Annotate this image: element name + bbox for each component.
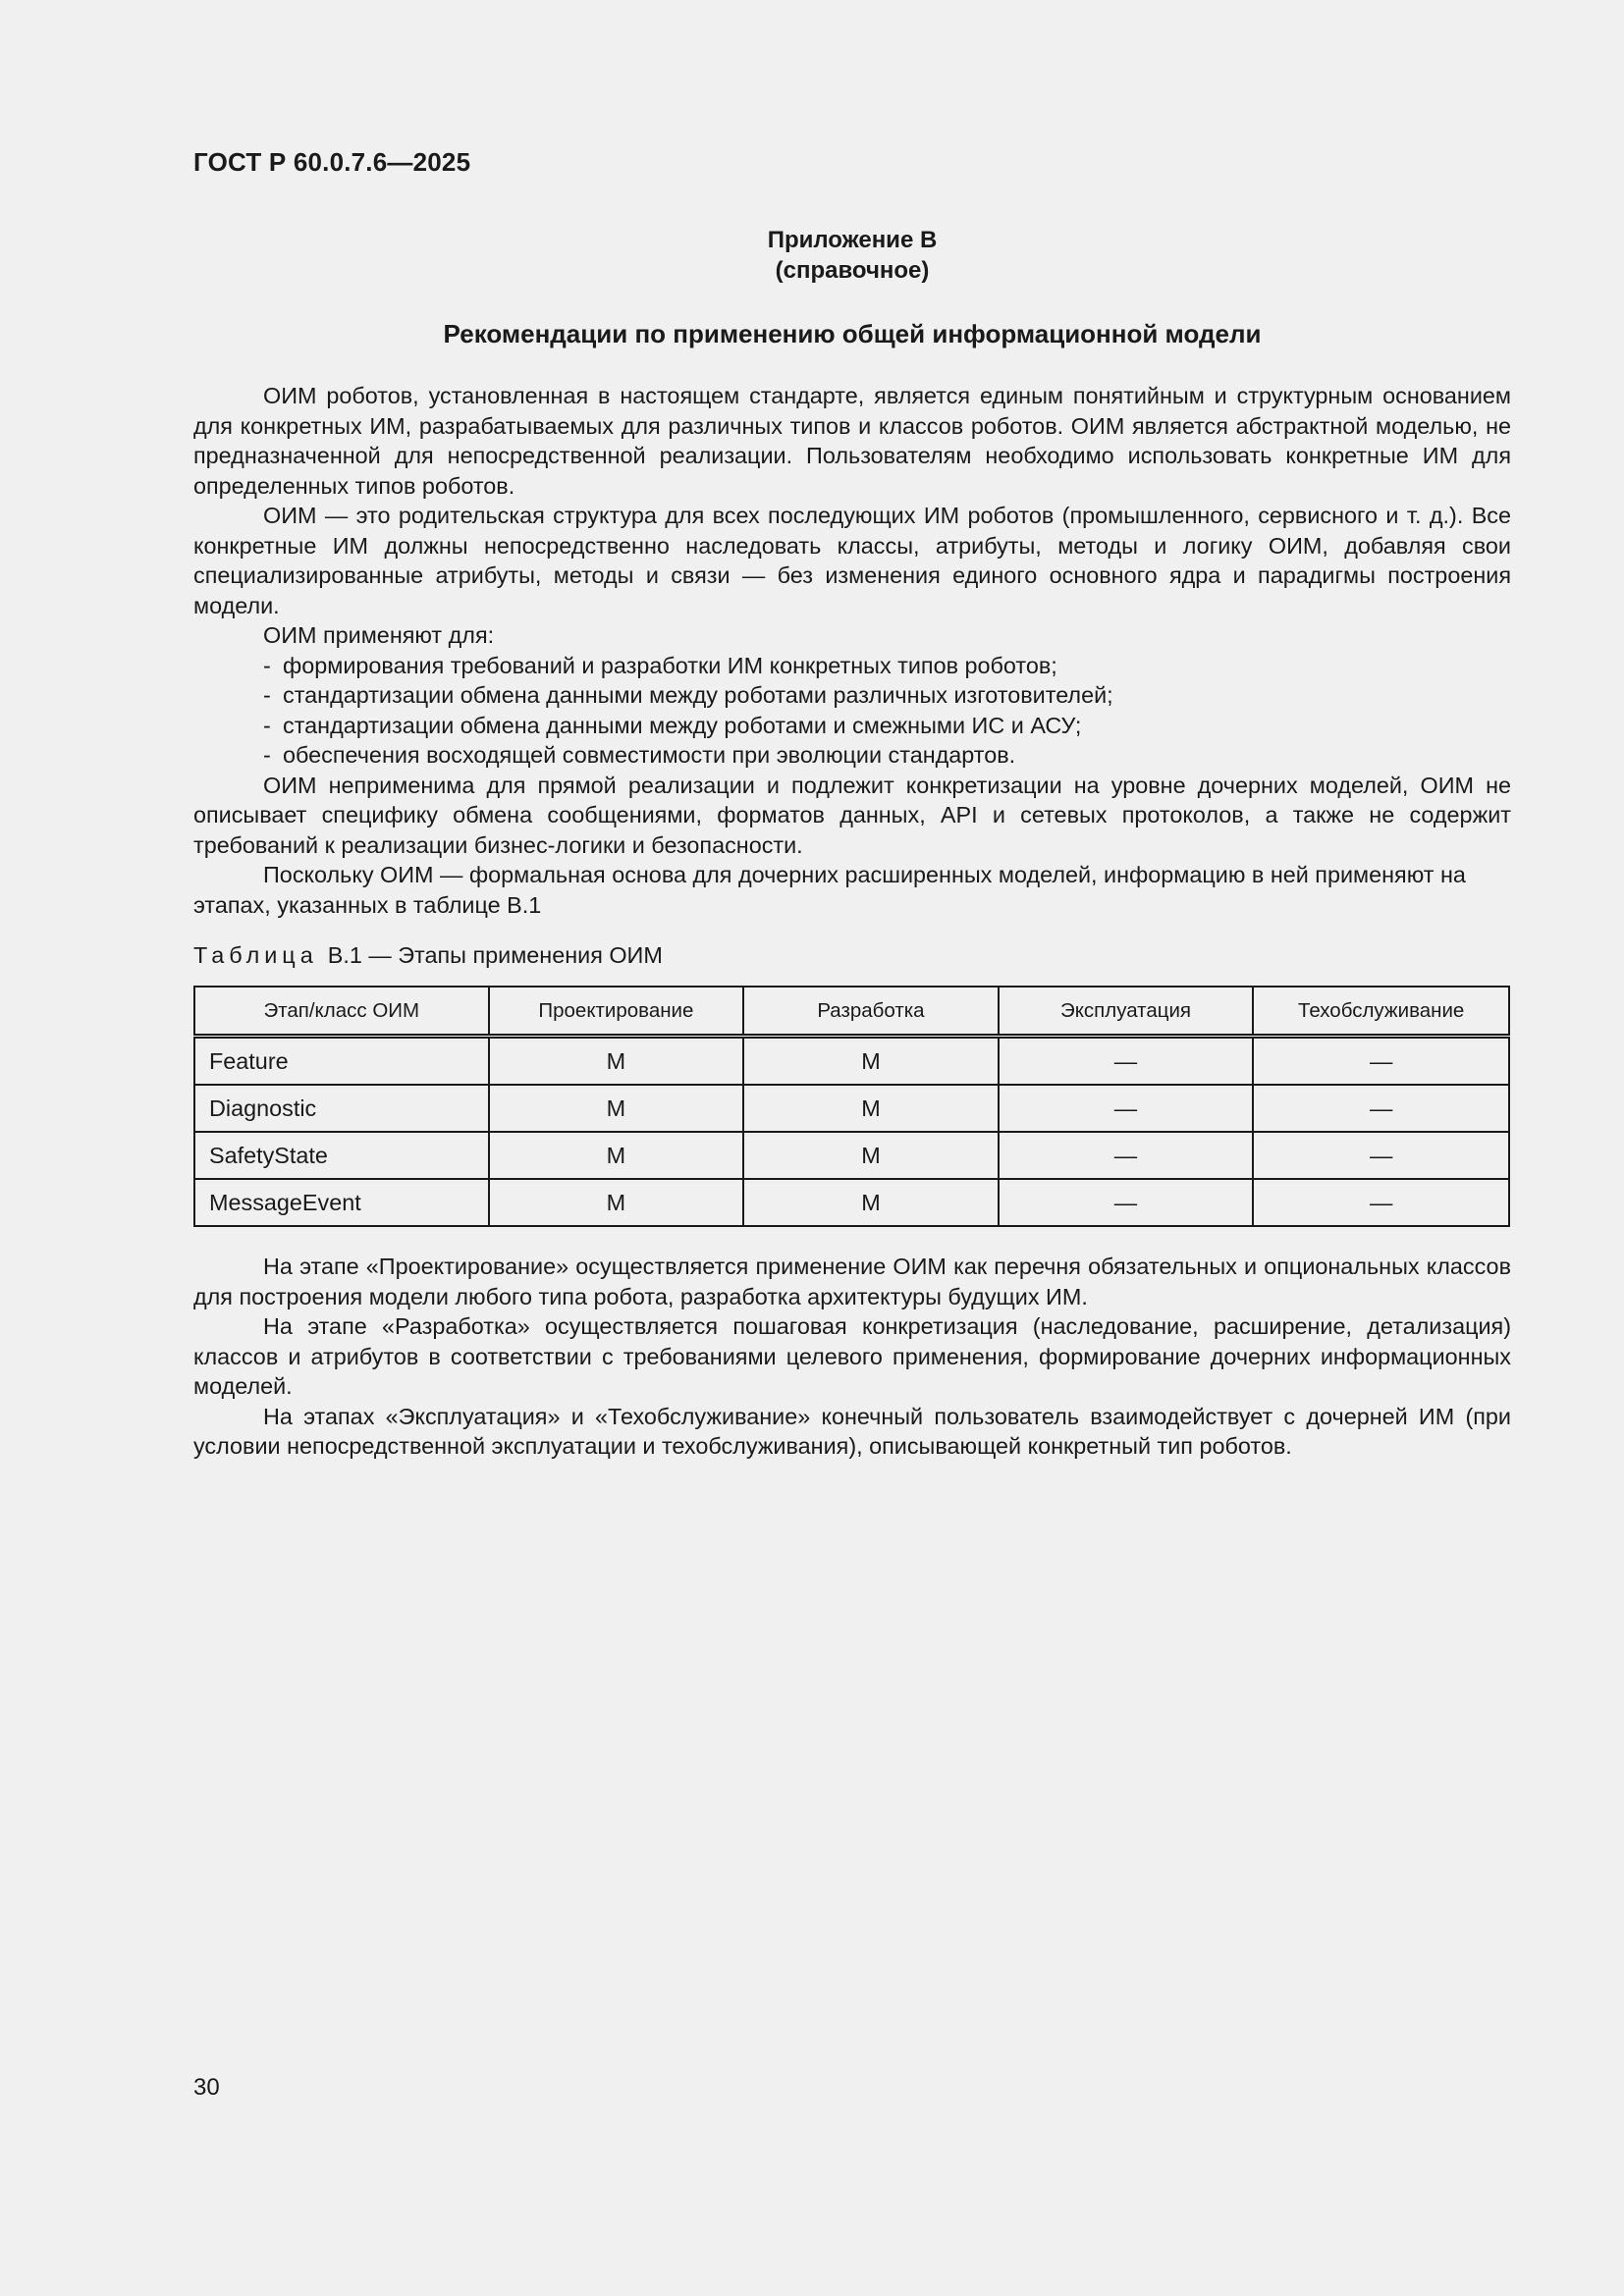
page-number: 30	[193, 2074, 220, 2101]
table-cell: Diagnostic	[194, 1085, 489, 1132]
usage-list	[193, 651, 1511, 771]
table-cell: —	[999, 1037, 1254, 1086]
list-dash: -	[263, 742, 271, 768]
table-cell: —	[999, 1179, 1254, 1226]
standard-code: ГОСТ Р 60.0.7.6—2025	[193, 147, 471, 177]
stages-description-section	[193, 1252, 1511, 1462]
annex-heading	[193, 225, 1511, 286]
table-cell: Feature	[194, 1037, 489, 1086]
table-cell: —	[1253, 1179, 1509, 1226]
table-caption-text: В.1 — Этапы применения ОИМ	[327, 942, 663, 968]
list-dash: -	[263, 652, 271, 678]
stages-table	[193, 986, 1510, 1227]
intro-paragraph-3: ОИМ применяют для:	[263, 622, 495, 648]
table-cell: М	[743, 1085, 998, 1132]
table-cell: М	[489, 1037, 744, 1086]
table-caption-word: Таблица	[193, 942, 318, 968]
list-item: - стандартизации обмена данными между роботами и смежными ИС и АСУ;	[263, 711, 1511, 741]
annex-title: Рекомендации по применению общей информационной модели	[443, 319, 1262, 348]
table-row	[194, 1132, 1509, 1179]
table-header-cell: Эксплуатация	[999, 987, 1254, 1037]
table-cell: М	[489, 1085, 744, 1132]
list-dash: -	[263, 712, 271, 738]
table-cell: М	[743, 1132, 998, 1179]
table-cell: —	[999, 1085, 1254, 1132]
stage-paragraph-2: На этапе «Разработка» осуществляется пошаговая конкретизация (наследование, расширение, детализация) классов и атрибутов в соответствии с требованиями целевого применения, формирование дочерних информационных моделей.	[193, 1313, 1511, 1399]
intro-section	[193, 381, 1511, 920]
table-cell: М	[743, 1037, 998, 1086]
table-header-cell: Разработка	[743, 987, 998, 1037]
stage-paragraph-3: На этапах «Эксплуатация» и «Техобслуживание» конечный пользователь взаимодействует с дочерней ИМ (при условии непосредственной эксплуатации и техобслуживания), описывающей конкретный тип роботов.	[193, 1403, 1511, 1459]
table-cell: —	[999, 1132, 1254, 1179]
table-cell: —	[1253, 1085, 1509, 1132]
table-row	[194, 1179, 1509, 1226]
annex-label: Приложение В	[767, 227, 938, 253]
table-caption	[193, 942, 663, 969]
table-header-cell: Техобслуживание	[1253, 987, 1509, 1037]
intro-paragraph-2: ОИМ — это родительская структура для всех последующих ИМ роботов (промышленного, сервисного и т. д.). Все конкретные ИМ должны непосредственно наследовать классы, атрибуты, методы и логику ОИМ, добавляя свои специализированные атрибуты, методы и связи — без изменения единого основного ядра и парадигмы построения модели.	[193, 503, 1511, 618]
intro-paragraph-1: ОИМ роботов, установленная в настоящем стандарте, является единым понятийным и структурным основанием для конкретных ИМ, разрабатываемых для различных типов и классов роботов. ОИМ является абстрактной моделью, не предназначенной для непосредственной реализации. Пользователям необходимо использовать конкретные ИМ для определенных типов роботов.	[193, 383, 1511, 499]
list-item: - стандартизации обмена данными между роботами различных изготовителей;	[263, 680, 1511, 711]
annex-kind: (справочное)	[775, 257, 930, 284]
table-cell: SafetyState	[194, 1132, 489, 1179]
table-cell: М	[743, 1179, 998, 1226]
table-row	[194, 1037, 1509, 1086]
table-header-row	[194, 987, 1509, 1037]
list-item: - обеспечения восходящей совместимости при эволюции стандартов.	[263, 740, 1511, 771]
table-cell: —	[1253, 1037, 1509, 1086]
table-cell: —	[1253, 1132, 1509, 1179]
table-header-cell: Проектирование	[489, 987, 744, 1037]
table-cell: М	[489, 1132, 744, 1179]
stage-paragraph-1: На этапе «Проектирование» осуществляется применение ОИМ как перечня обязательных и опциональных классов для построения модели любого типа робота, разработка архитектуры будущих ИМ.	[193, 1254, 1511, 1309]
table-cell: MessageEvent	[194, 1179, 489, 1226]
intro-paragraph-5: Поскольку ОИМ — формальная основа для дочерних расширенных моделей, информацию в ней применяют на этапах, указанных в таблице В.1	[193, 862, 1466, 918]
table-cell: М	[489, 1179, 744, 1226]
list-item: - формирования требований и разработки ИМ конкретных типов роботов;	[263, 651, 1511, 681]
table-header-cell: Этап/класс ОИМ	[194, 987, 489, 1037]
intro-paragraph-4: ОИМ неприменима для прямой реализации и подлежит конкретизации на уровне дочерних моделей, ОИМ не описывает специфику обмена сообщениями, форматов данных, API и сетевых протоколов, а также не содержит требований к реализации бизнес-логики и безопасности.	[193, 772, 1511, 858]
list-dash: -	[263, 682, 271, 708]
table-row	[194, 1085, 1509, 1132]
